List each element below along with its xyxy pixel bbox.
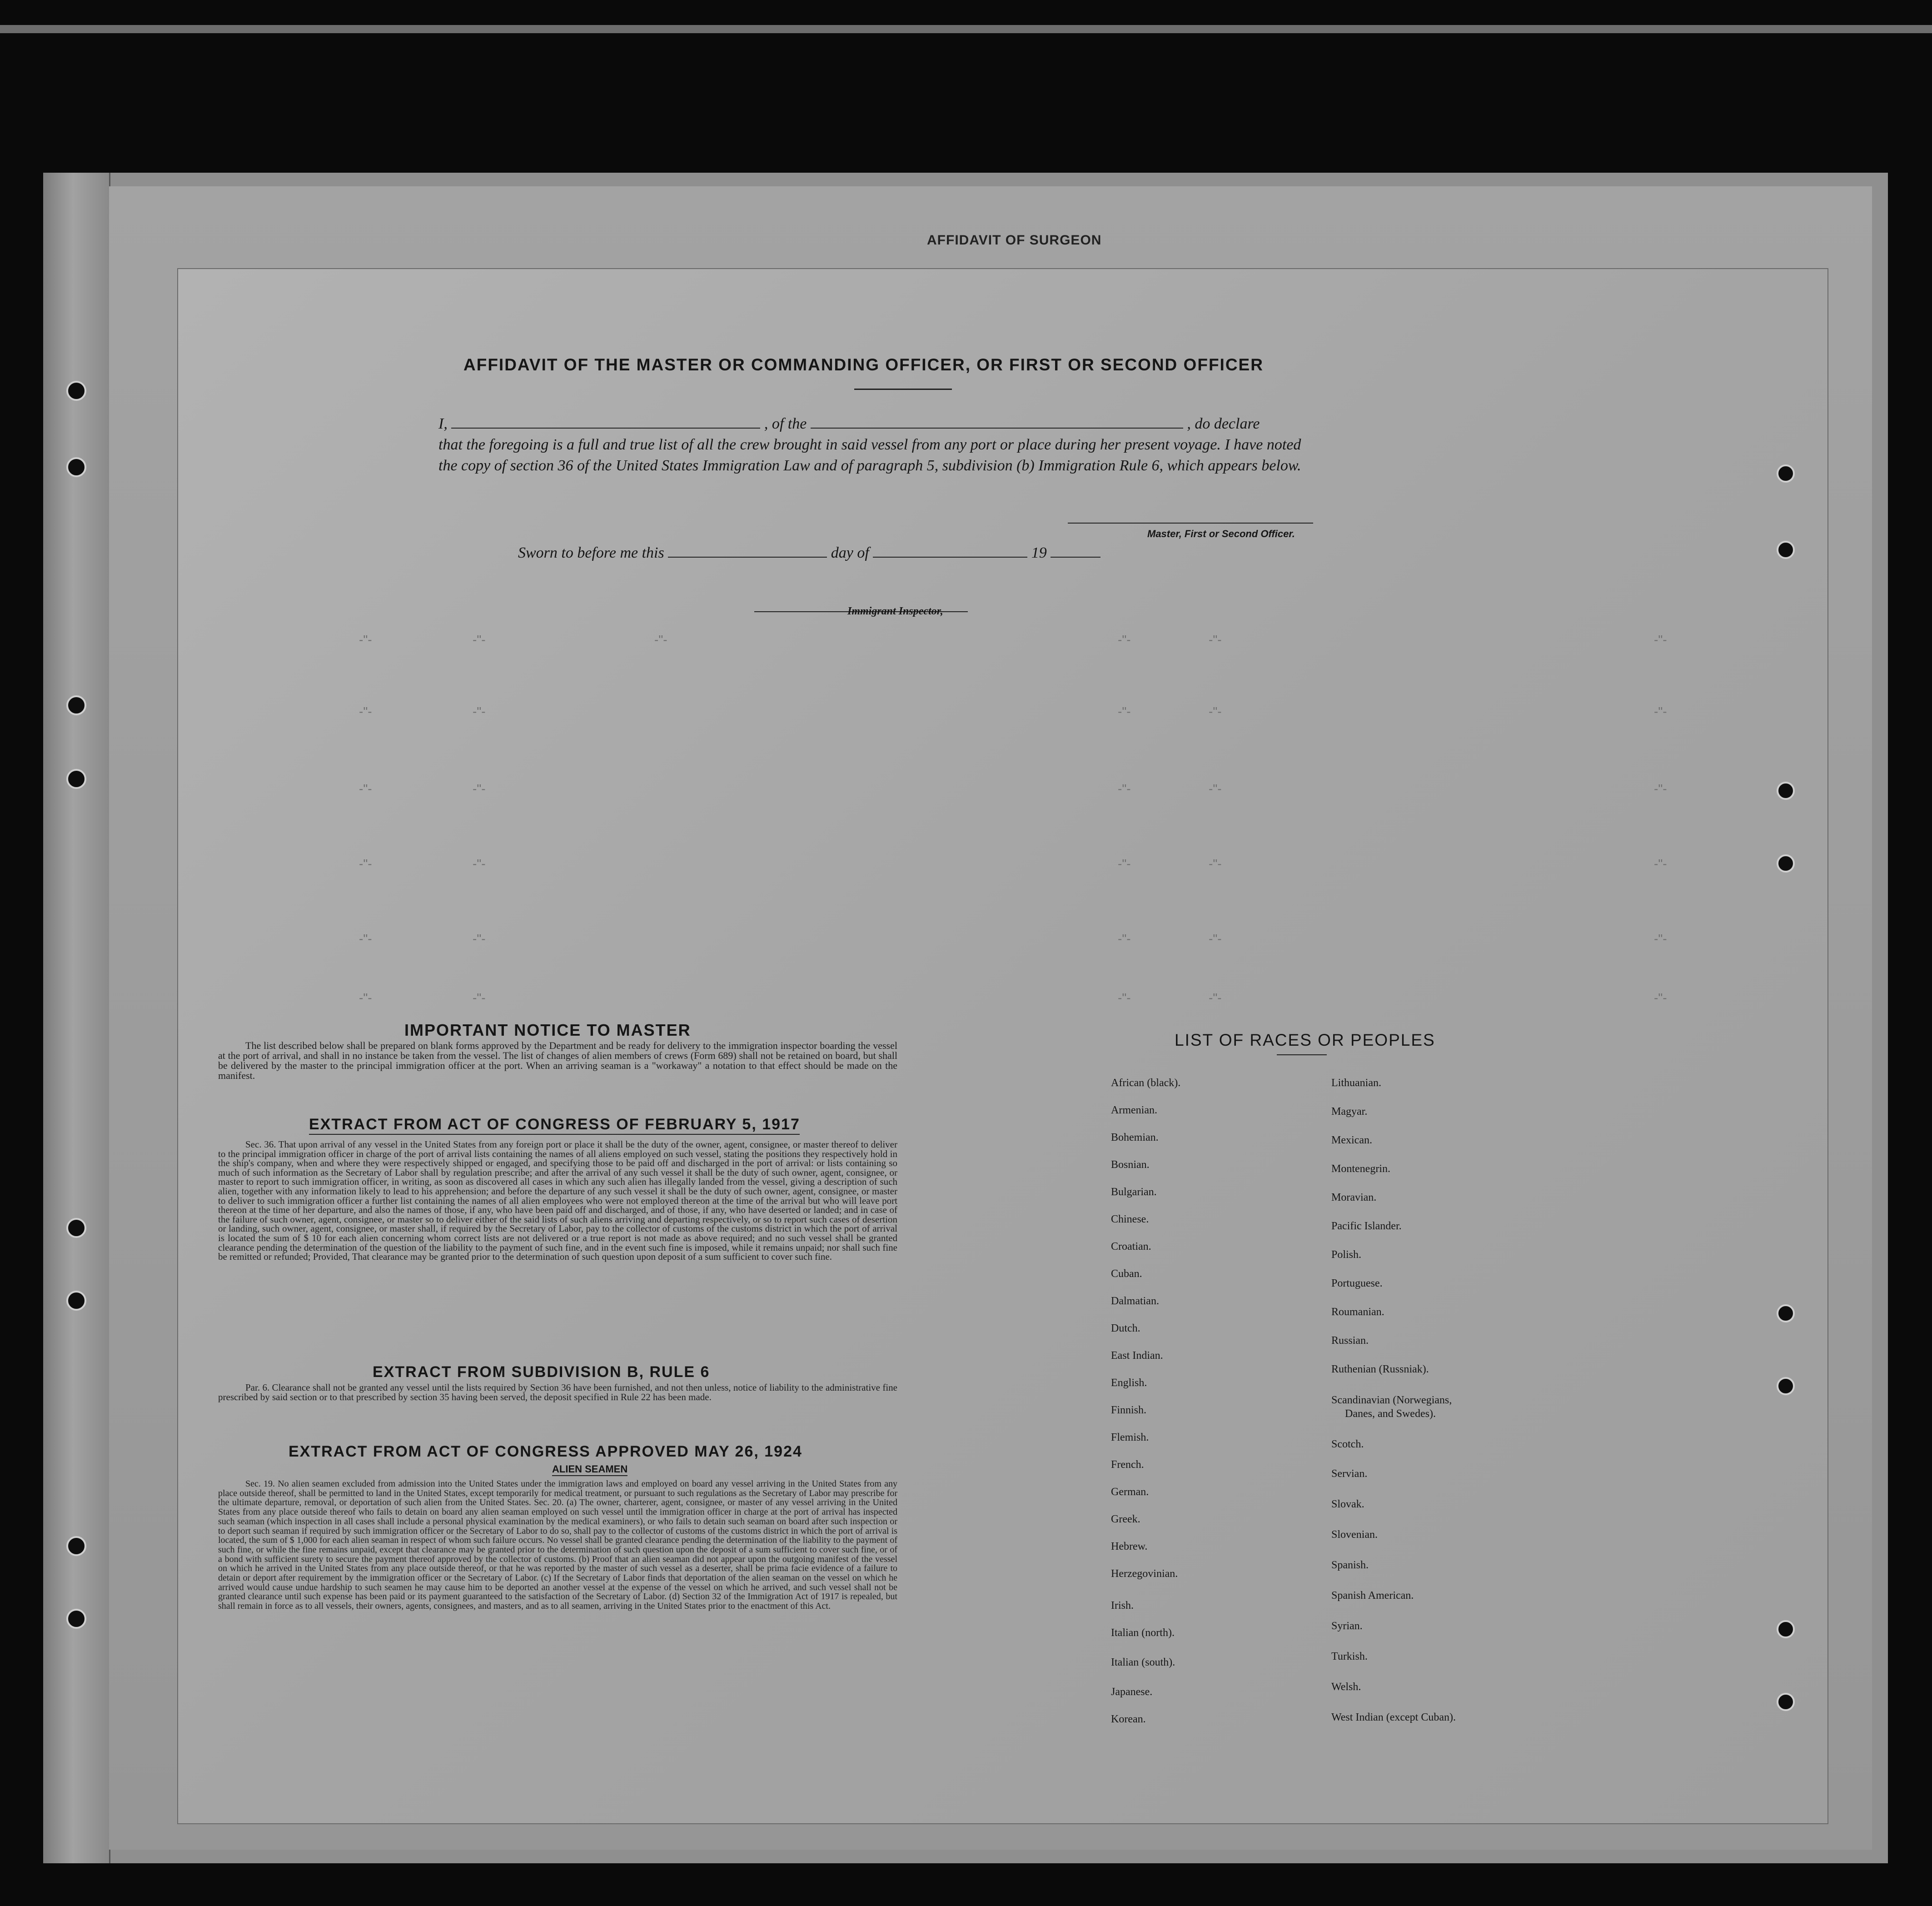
sworn-line bbox=[518, 543, 1100, 562]
extract-1924-text: Sec. 19. No alien seamen excluded from admission into the United States under the immigration laws and employed on board any vessel arriving in the United States from any place outside thereof, shall be permitted to land in the United States, except temporarily for medical treatment, or pursuant to such regulations as the Secretary of Labor may prescribe for the ultimate departure, removal, or deportation of such alien from the United States. Sec. 20. (a) The owner, charterer, agent, consignee, or master of any vessel arriving in the United States from any place outside thereof who fails to detain on board any alien seaman employed on such vessel until the immigration officer in charge at the port of arrival has inspected such seaman (which inspection in all cases shall include a personal physical examination by the medical examiners), or who fails to detain such seaman on board after such inspection or to deport such seaman if required by such immigration officer or the Secretary of Labor to do so, shall pay to the collector of customs of the customs district in which the port of arrival is located, the sum of $ 1,000 for each alien seaman in respect of whom such failure occurs. No vessel shall be granted clearance pending the determination of the liability to the payment of such fine, or while the fine remains unpaid, except that clearance may be granted prior to the determination of such question upon the deposit of a sum sufficient to cover such fine, or of a bond with sufficient surety to secure the payment thereof approved by the collector of customs. (b) Proof that an alien seaman did not appear upon the outgoing manifest of the vessel on which he arrived in the United States from any place outside thereof, or that he was reported by the master of such vessel as a deserter, shall be prima facie evidence of a failure to detain or deport after requirement by the immigration officer or the Secretary of Labor. (c) If the Secretary of Labor finds that deportation of the alien seaman on the vessel on which he arrived would cause undue hardship to such seamen he may cause him to be deported an another vessel at the expense of the vessel on which he arrived, and such vessel shall not be granted clearance until such expense has been paid or its payment guaranteed to the satisfaction of the Secretary of Labor. (d) Section 32 of the Immigration Act of 1917 is repealed, but shall remain in force as to all vessels, their owners, agents, consignees, and masters, and as to all seamen, arriving in the United States prior to the enactment of this Act. bbox=[218, 1479, 897, 1612]
declaration-line-1 bbox=[438, 414, 1320, 434]
sworn-date-blank[interactable] bbox=[668, 543, 827, 558]
signature-line[interactable] bbox=[1068, 523, 1313, 524]
extract-rule6-text: Par. 6. Clearance shall not be granted any vessel until the lists required by Section 36 have been furnished, and not then unless, notice of liability to the administrative fine prescribed by said section or to that prescribed by section 35 having been served, the deposit specified in Rule 22 has been made. bbox=[218, 1382, 897, 1402]
race-right-item: Spanish. bbox=[1331, 1559, 1369, 1571]
race-left-item: English. bbox=[1111, 1377, 1147, 1389]
race-left-item: Hebrew. bbox=[1111, 1541, 1148, 1552]
race-left-item: Italian (south). bbox=[1111, 1657, 1175, 1668]
vessel-name-blank[interactable] bbox=[811, 414, 1183, 429]
binder-hole-icon bbox=[1777, 854, 1795, 873]
race-left-item: Italian (north). bbox=[1111, 1627, 1175, 1639]
binder-hole-icon bbox=[1777, 1693, 1795, 1711]
sworn-day-label: day of bbox=[831, 544, 869, 561]
do-declare-label: , do declare bbox=[1187, 415, 1260, 432]
race-left-item: Bulgarian. bbox=[1111, 1186, 1157, 1198]
race-right-item: Mexican. bbox=[1331, 1134, 1372, 1146]
race-right-item: Syrian. bbox=[1331, 1620, 1363, 1632]
binder-hole-icon bbox=[1777, 464, 1795, 483]
declarant-prefix: I, bbox=[438, 415, 448, 432]
race-left-item: Dutch. bbox=[1111, 1322, 1140, 1334]
race-right-item: Slovenian. bbox=[1331, 1529, 1378, 1541]
of-the-label: , of the bbox=[764, 415, 807, 432]
declaration-body: that the foregoing is a full and true list of all the crew brought in said vessel from any port or place during her present voyage. I have noted the copy of section 36 of the United States Immigration Law and of paragraph 5, subdivision (b) Immigration Rule 6, which appears below. bbox=[438, 436, 1301, 474]
race-right-item: Montenegrin. bbox=[1331, 1163, 1390, 1175]
inspector-label: Immigrant Inspector, bbox=[847, 605, 943, 617]
declaration-block bbox=[438, 414, 1320, 476]
race-left-item: Herzegovinian. bbox=[1111, 1568, 1178, 1580]
binder-hole-icon bbox=[1777, 1620, 1795, 1638]
race-right-item: Servian. bbox=[1331, 1468, 1368, 1480]
race-right-item: Moravian. bbox=[1331, 1192, 1377, 1203]
race-left-item: Korean. bbox=[1111, 1713, 1146, 1725]
race-right-item: Turkish. bbox=[1331, 1651, 1368, 1662]
race-left-item: African (black). bbox=[1111, 1077, 1181, 1089]
races-title: LIST OF RACES OR PEOPLES bbox=[1175, 1031, 1435, 1049]
race-right-item: Scandinavian (Norwegians, bbox=[1331, 1394, 1452, 1406]
binder-hole-icon bbox=[1777, 1377, 1795, 1395]
extract-rule6-title: EXTRACT FROM SUBDIVISION B, RULE 6 bbox=[373, 1363, 710, 1381]
race-right-item: Magyar. bbox=[1331, 1106, 1368, 1118]
notice-text: The list described below shall be prepared on blank forms approved by the Department and be ready for delivery to the immigration inspector boarding the vessel at the port of arrival, and shall in no instance be taken from the vessel. The list of changes of alien members of crews (Form 689) shall not be retained on board, but shall be delivered by the master to the principal immigration officer at the port. When an arriving seaman is a "workaway" a notation to that effect should be made on the manifest. bbox=[218, 1040, 897, 1081]
binder-hole-icon bbox=[66, 1536, 86, 1556]
binder-hole-icon bbox=[66, 1291, 86, 1311]
binder-hole-icon bbox=[66, 457, 86, 477]
race-left-item: German. bbox=[1111, 1486, 1149, 1498]
title-underline bbox=[854, 389, 952, 390]
film-edge-band bbox=[0, 25, 1932, 33]
binder-hole-icon bbox=[1777, 782, 1795, 800]
binder-hole-icon bbox=[1777, 541, 1795, 559]
race-left-item: Cuban. bbox=[1111, 1268, 1142, 1280]
race-right-item: Ruthenian (Russniak). bbox=[1331, 1363, 1429, 1375]
sworn-prefix: Sworn to before me this bbox=[518, 544, 664, 561]
alien-seamen-subtitle: ALIEN SEAMEN bbox=[552, 1463, 627, 1476]
sworn-month-blank[interactable] bbox=[873, 543, 1027, 558]
race-right-item: Russian. bbox=[1331, 1335, 1369, 1347]
race-left-item: Chinese. bbox=[1111, 1213, 1149, 1225]
race-right-item: West Indian (except Cuban). bbox=[1331, 1711, 1456, 1723]
race-right-item: Scotch. bbox=[1331, 1438, 1364, 1450]
race-right-item: Slovak. bbox=[1331, 1498, 1364, 1510]
binder-hole-icon bbox=[66, 769, 86, 789]
extract-1917-text: Sec. 36. That upon arrival of any vessel in the United States from any foreign port or place it shall be the duty of the owner, agent, consignee, or master thereof to deliver to the principal immigration officer in charge of the port of arrival lists containing the names of all aliens employed on such vessel, stating the positions they respectively hold in the ship's company, when and where they were respectively shipped or engaged, and specifying those to be paid off and discharged in the port of arrival: or lists containing so much of such information as the Secretary of Labor shall by regulation prescribe; and after the arrival of any such vessel it shall be the duty of such owner, agent, consignee, or master to report to such immigration officer, in writing, as soon as discovered all cases in which any such alien has illegally landed from the vessel, giving a description of such alien, together with any information likely to lead to his apprehension; and before the departure of any such vessel it shall be the duty of such owner, agent, consignee, or master to deliver to such immigration officer a further list containing the names of all alien employees who were not employed thereon at the time of the arrival but who will leave port thereon at the time of her departure, and also the names of those, if any, who have been paid off and discharged, and of those, if any, who have deserted or landed; and in case of the failure of such owner, agent, consignee, or master so to deliver either of the said lists of such aliens arriving and departing respectively, or so to report such cases of desertion or landing, such owner, agent, consignee, or master shall, if required by the Secretary of Labor, pay to the collector of customs of the customs district in which the port of arrival is located the sum of $ 10 for each alien concerning whom correct lists are not delivered or a true report is not made as above required; and no such vessel shall be granted clearance pending the determination of the question of the liability to the payment of such fine, and in the event such fine is imposed, while it remains unpaid; nor shall such fine be remitted or refunded; Provided, That clearance may be granted prior to the determination of such question upon deposit of a sum sufficient to cover such fine. bbox=[218, 1139, 897, 1262]
binder-hole-icon bbox=[66, 1218, 86, 1238]
race-left-item: Croatian. bbox=[1111, 1241, 1151, 1252]
sworn-year-blank[interactable] bbox=[1051, 543, 1100, 558]
race-right-item: Roumanian. bbox=[1331, 1306, 1384, 1318]
race-left-item: Flemish. bbox=[1111, 1432, 1149, 1443]
race-left-item: Bohemian. bbox=[1111, 1132, 1159, 1143]
race-left-item: Finnish. bbox=[1111, 1404, 1147, 1416]
race-left-item: East Indian. bbox=[1111, 1350, 1163, 1362]
extract-1917-underline bbox=[309, 1134, 800, 1135]
binder-hole-icon bbox=[66, 381, 86, 401]
race-right-item: Danes, and Swedes). bbox=[1345, 1408, 1436, 1420]
race-left-item: Irish. bbox=[1111, 1600, 1134, 1612]
notice-title: IMPORTANT NOTICE TO MASTER bbox=[404, 1021, 691, 1039]
race-right-item: Portuguese. bbox=[1331, 1277, 1383, 1289]
race-left-item: French. bbox=[1111, 1459, 1144, 1471]
race-right-item: Welsh. bbox=[1331, 1681, 1361, 1693]
race-right-item: Spanish American. bbox=[1331, 1590, 1414, 1602]
race-left-item: Greek. bbox=[1111, 1513, 1140, 1525]
surgeon-affidavit-title: AFFIDAVIT OF SURGEON bbox=[927, 233, 1102, 248]
race-left-item: Dalmatian. bbox=[1111, 1295, 1159, 1307]
master-affidavit-title: AFFIDAVIT OF THE MASTER OR COMMANDING OFFICER, OR FIRST OR SECOND OFFICER bbox=[463, 355, 1264, 374]
binder-hole-icon bbox=[1777, 1304, 1795, 1322]
race-left-item: Japanese. bbox=[1111, 1686, 1153, 1698]
race-right-item: Polish. bbox=[1331, 1249, 1362, 1261]
extract-1917-title: EXTRACT FROM ACT OF CONGRESS OF FEBRUARY 5, 1917 bbox=[309, 1116, 800, 1133]
declarant-name-blank[interactable] bbox=[451, 414, 760, 429]
extract-1924-title: EXTRACT FROM ACT OF CONGRESS APPROVED MAY 26, 1924 bbox=[289, 1443, 802, 1460]
binder-hole-icon bbox=[66, 1609, 86, 1629]
binder-hole-icon bbox=[66, 695, 86, 715]
race-right-item: Lithuanian. bbox=[1331, 1077, 1381, 1089]
races-title-underline bbox=[1277, 1054, 1327, 1055]
race-left-item: Armenian. bbox=[1111, 1104, 1157, 1116]
sworn-year-label: 19 bbox=[1031, 544, 1047, 561]
race-left-item: Bosnian. bbox=[1111, 1159, 1150, 1171]
signature-label: Master, First or Second Officer. bbox=[1147, 528, 1295, 539]
race-right-item: Pacific Islander. bbox=[1331, 1220, 1402, 1232]
